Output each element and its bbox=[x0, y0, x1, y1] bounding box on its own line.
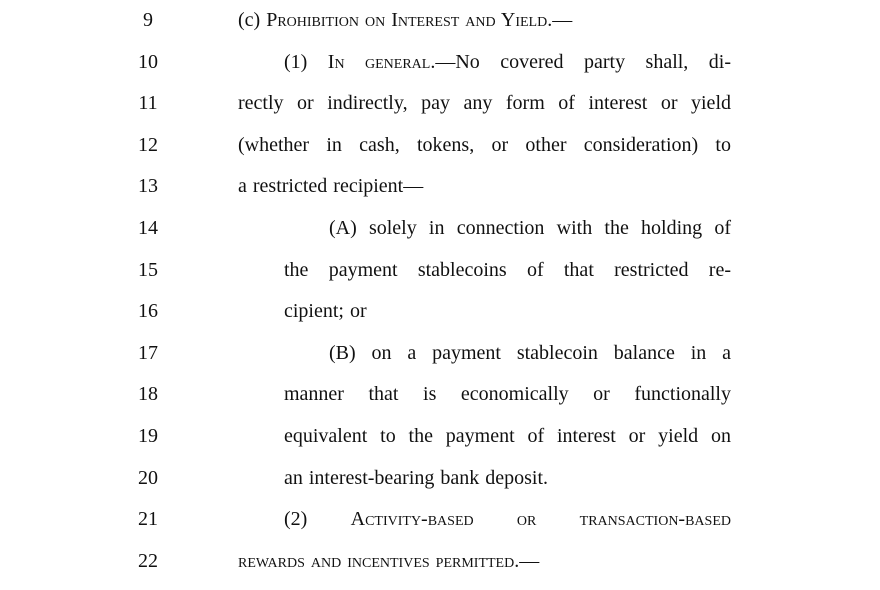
line-number: 12 bbox=[138, 133, 158, 156]
bill-line bbox=[0, 216, 880, 258]
paragraph-heading-line: (2) Activity-based or transaction-based bbox=[284, 508, 731, 531]
line-number: 15 bbox=[138, 258, 158, 281]
paragraph-heading-line: (1) In general.—No covered party shall, di- bbox=[284, 50, 731, 73]
bill-line bbox=[0, 133, 880, 175]
bill-line bbox=[0, 299, 880, 341]
subparagraph-text: (A) solely in connection with the holding of bbox=[329, 217, 731, 239]
paragraph-heading-line: rewards and incentives permitted.— bbox=[238, 549, 540, 572]
line-number: 13 bbox=[138, 175, 158, 198]
line-number: 20 bbox=[138, 466, 158, 489]
subparagraph-text: equivalent to the payment of interest or yield on bbox=[284, 425, 731, 447]
line-number: 17 bbox=[138, 341, 158, 364]
bill-line bbox=[0, 50, 880, 92]
bill-line bbox=[0, 91, 880, 133]
line-number: 11 bbox=[138, 92, 158, 115]
line-number: 21 bbox=[138, 508, 158, 531]
bill-line bbox=[0, 382, 880, 424]
section-heading: (c) Prohibition on Interest and Yield.— bbox=[238, 9, 573, 31]
bill-line bbox=[0, 507, 880, 549]
line-number: 16 bbox=[138, 300, 158, 323]
body-text: a restricted recipient— bbox=[238, 175, 424, 198]
subparagraph-text: (B) on a payment stablecoin balance in a bbox=[329, 341, 731, 364]
subparagraph-text: manner that is economically or functionally bbox=[284, 383, 731, 406]
bill-line bbox=[0, 174, 880, 216]
bill-line bbox=[0, 8, 880, 50]
bill-line bbox=[0, 341, 880, 383]
line-number: 9 bbox=[143, 9, 153, 31]
body-text: rectly or indirectly, pay any form of interest or yield bbox=[238, 92, 731, 115]
line-number: 18 bbox=[138, 383, 158, 406]
line-number: 10 bbox=[138, 50, 158, 73]
line-number: 19 bbox=[138, 425, 158, 447]
bill-line bbox=[0, 424, 880, 466]
bill-line bbox=[0, 549, 880, 590]
bill-line bbox=[0, 466, 880, 508]
line-number: 22 bbox=[138, 549, 158, 572]
line-number: 14 bbox=[138, 217, 158, 239]
subparagraph-text: an interest-bearing bank deposit. bbox=[284, 466, 549, 489]
bill-line bbox=[0, 258, 880, 300]
subparagraph-text: the payment stablecoins of that restricted re- bbox=[284, 258, 731, 281]
body-text: (whether in cash, tokens, or other consideration) to bbox=[238, 133, 731, 156]
subparagraph-text: cipient; or bbox=[284, 300, 367, 323]
